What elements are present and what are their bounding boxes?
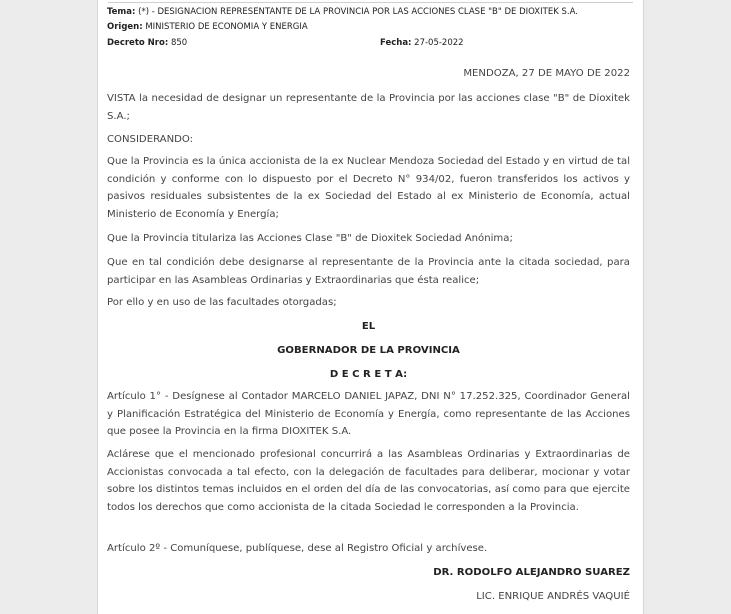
- heading-el: EL: [361, 321, 376, 332]
- vista-paragraph: VISTA la necesidad de designar un representante de la Provincia por las acciones clase "B" de Dioxitek S.A.;: [107, 93, 630, 122]
- heading-decreta: D E C R E T A:: [329, 369, 408, 380]
- meta-decreto: Decreto Nro: 850: [107, 38, 188, 48]
- considerando-paragraph-4: Por ello y en uso de las facultades otorgadas;: [107, 297, 337, 308]
- signer-2: LIC. ENRIQUE ANDRÉS VAQUIÉ: [476, 591, 630, 602]
- meta-tema: Tema: (*) - DESIGNACION REPRESENTANTE DE LA PROVINCIA POR LAS ACCIONES CLASE "B" DE DIOXITEK S.A.: [107, 7, 578, 17]
- aclarese-paragraph: Aclárese que el mencionado profesional concurrirá a las Asambleas Ordinarias y Extraordinarias de Accionistas convocada a tal efecto, con la delegación de facultades para deliberar, mocionar y votar sobre los distintos temas incluidos en el orden del día de las convocatorias, así como para que ejercite todos los derechos que como accionista de la citada Sociedad le corresponden a la Provincia.: [107, 449, 630, 513]
- articulo-1: Artículo 1° - Desígnese al Contador MARCELO DANIEL JAPAZ, DNI N° 17.252.325, Coordinador General y Planificación Estratégica del Ministerio de Economía y Energía, como representante de las Acciones que posee la Provincia en la firma DIOXITEK S.A.: [107, 391, 630, 438]
- meta-fecha: Fecha: 27-05-2022: [380, 38, 464, 48]
- heading-gobernador: GOBERNADOR DE LA PROVINCIA: [277, 345, 460, 356]
- place-date: MENDOZA, 27 DE MAYO DE 2022: [463, 68, 630, 79]
- document-page: [97, 0, 644, 614]
- considerando-heading: CONSIDERANDO:: [107, 134, 194, 145]
- considerando-paragraph-2: Que la Provincia titulariza las Acciones Clase "B" de Dioxitek Sociedad Anónima;: [107, 233, 513, 244]
- considerando-paragraph-3: Que en tal condición debe designarse al representante de la Provincia ante la citada sociedad, para participar en las Asambleas Ordinarias y Extraordinarias que ésta realice;: [107, 257, 630, 286]
- articulo-2: Artículo 2º - Comuníquese, publíquese, dese al Registro Oficial y archívese.: [107, 543, 488, 554]
- meta-origen: Origen: MINISTERIO DE ECONOMIA Y ENERGIA: [107, 22, 308, 32]
- signer-1: DR. RODOLFO ALEJANDRO SUAREZ: [433, 567, 630, 578]
- considerando-paragraph-1: Que la Provincia es la única accionista de la ex Nuclear Mendoza Sociedad del Estado y en virtud de tal condición y conforme con lo dispuesto por el Decreto N° 934/02, fueron transferidos los activos y pasivos residuales subsistentes de la ex Sociedad del Estado al ex Ministerio de Economía, actual Ministerio de Economía y Energía;: [107, 156, 630, 220]
- top-divider: [108, 2, 633, 3]
